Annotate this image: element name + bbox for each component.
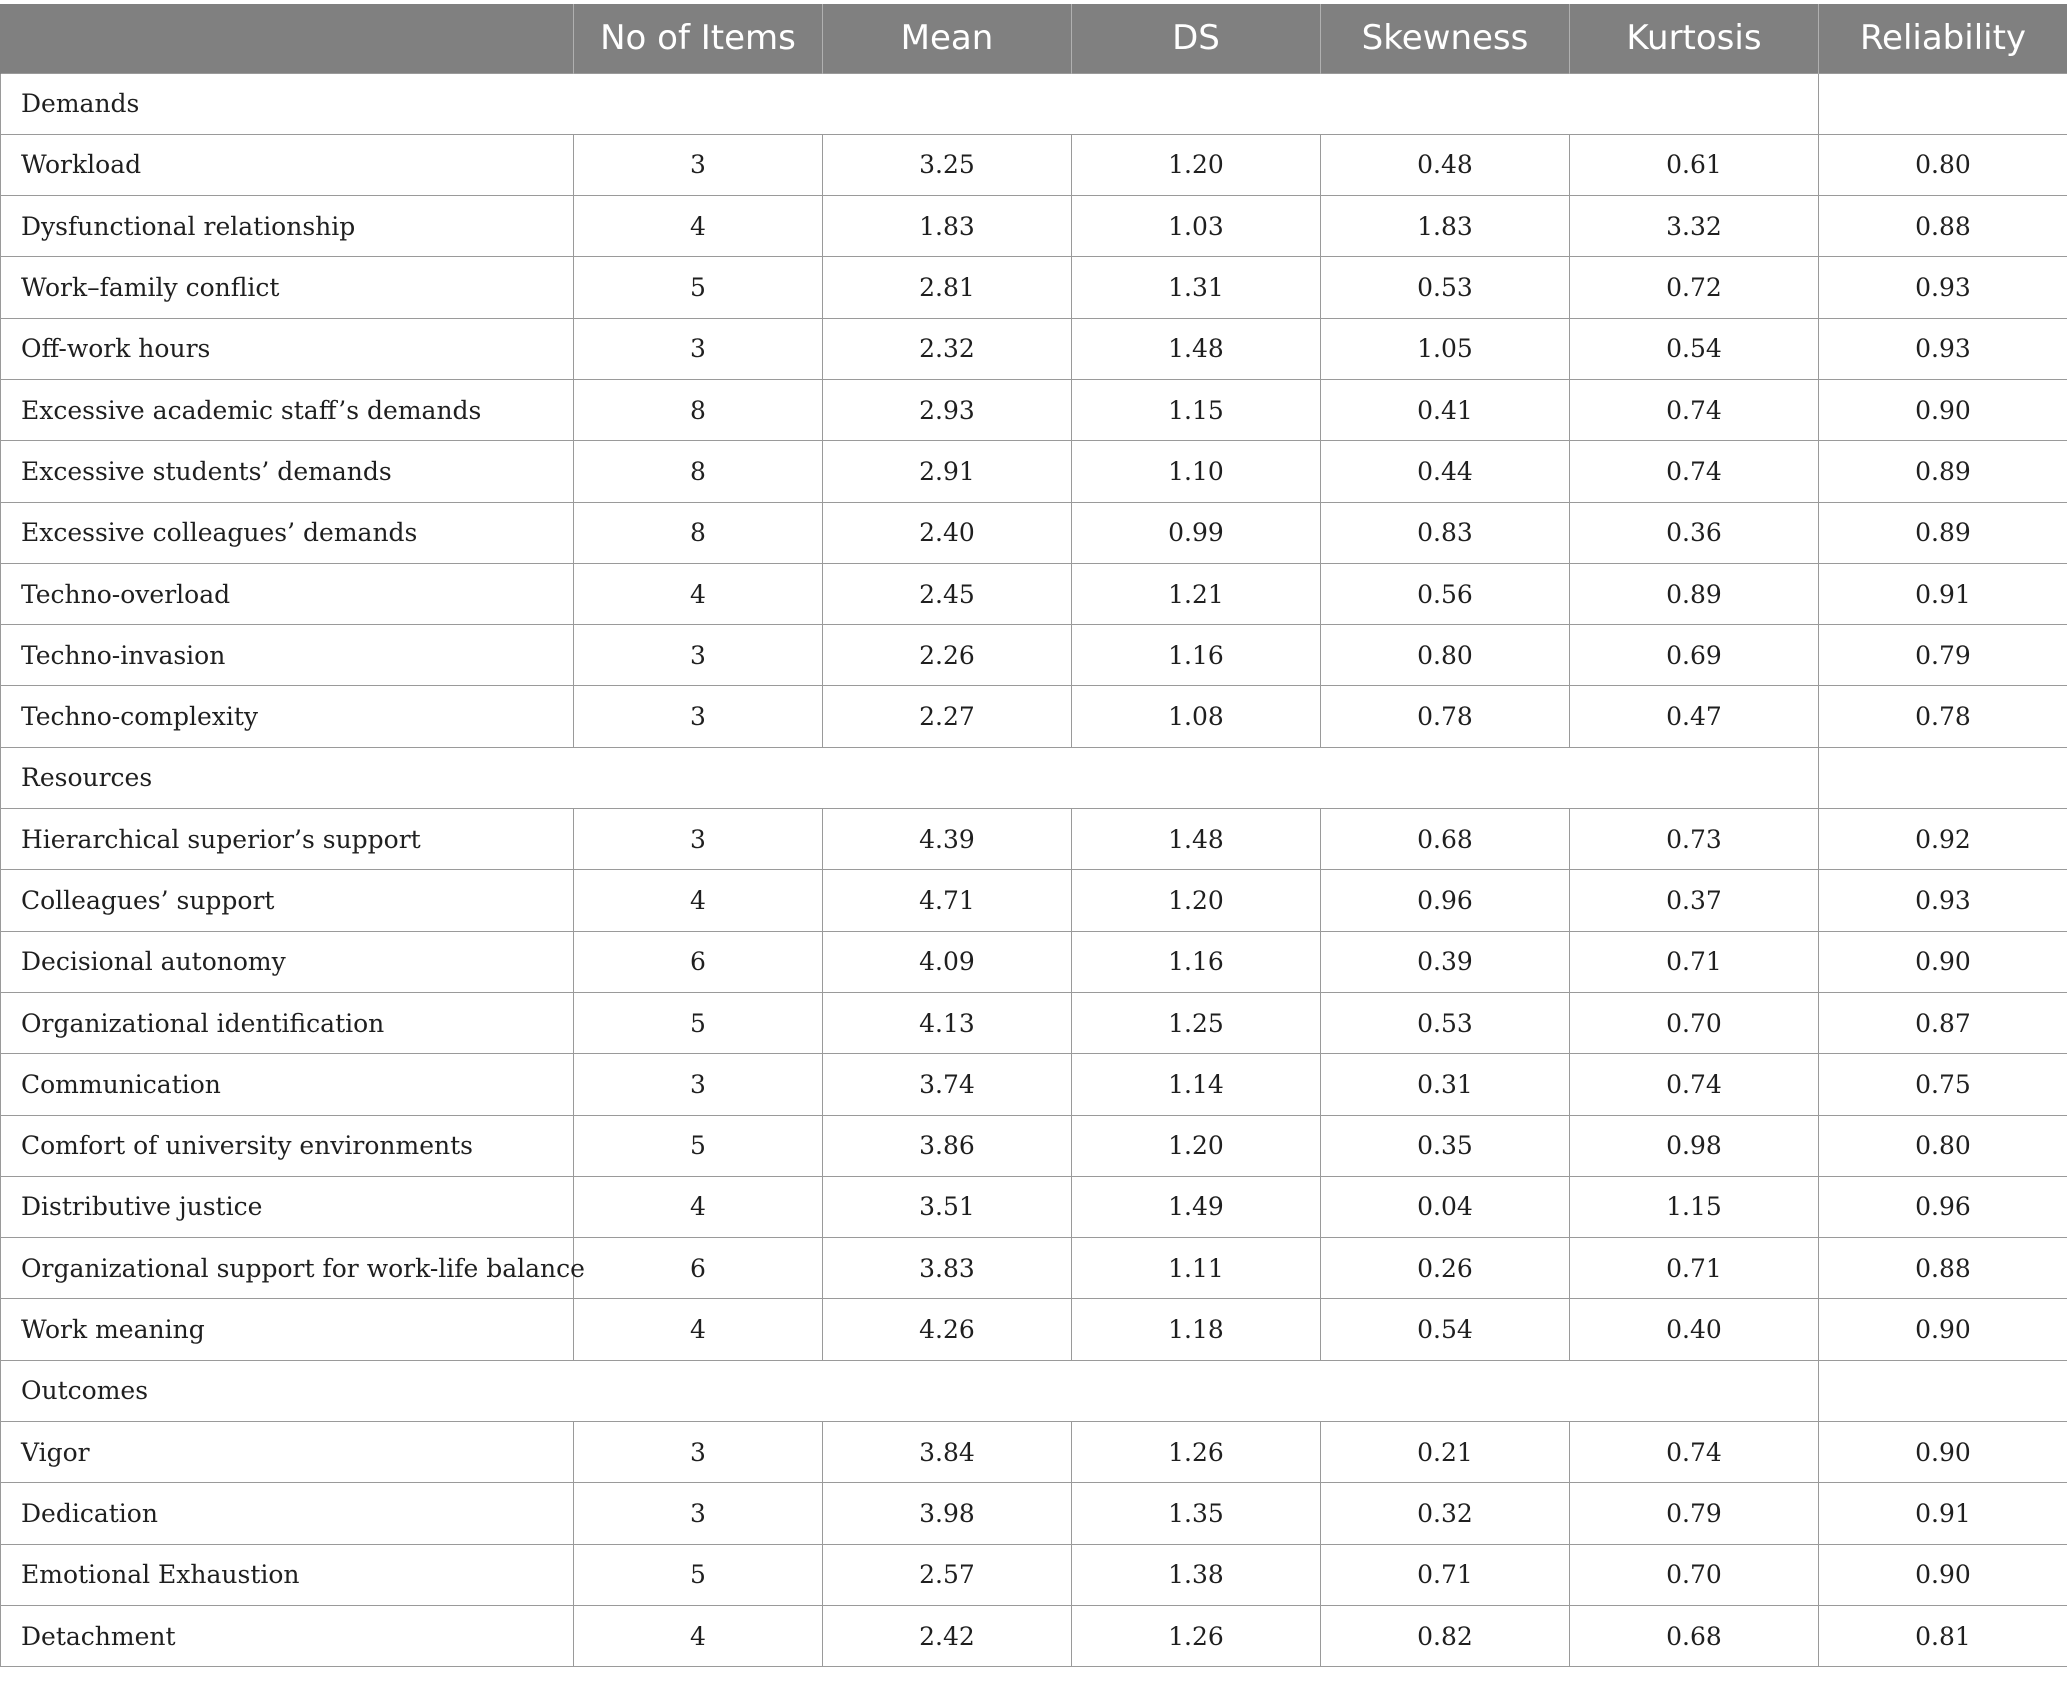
cell-no-of-items: 5 xyxy=(574,1544,823,1605)
cell-no-of-items: 4 xyxy=(574,870,823,931)
cell-ds: 1.03 xyxy=(1072,196,1321,257)
cell-reliability: 0.90 xyxy=(1819,1544,2067,1605)
cell-reliability: 0.89 xyxy=(1819,441,2067,502)
header-row xyxy=(1,4,2067,73)
table-row xyxy=(1,563,2067,624)
cell-kurtosis: 0.68 xyxy=(1570,1605,1819,1666)
table-row xyxy=(1,502,2067,563)
cell-reliability: 0.92 xyxy=(1819,809,2067,870)
cell-mean: 2.81 xyxy=(823,257,1072,318)
cell-variable: Hierarchical superior’s support xyxy=(1,809,574,870)
cell-kurtosis: 0.74 xyxy=(1570,1054,1819,1115)
cell-ds: 1.20 xyxy=(1072,1115,1321,1176)
cell-kurtosis: 0.40 xyxy=(1570,1299,1819,1360)
table-row xyxy=(1,1115,2067,1176)
cell-no-of-items: 8 xyxy=(574,441,823,502)
cell-variable: Decisional autonomy xyxy=(1,931,574,992)
table-row xyxy=(1,625,2067,686)
descriptive-statistics-table xyxy=(0,4,2067,1667)
cell-skewness: 0.41 xyxy=(1321,379,1570,440)
cell-no-of-items: 3 xyxy=(574,625,823,686)
cell-variable: Techno-overload xyxy=(1,563,574,624)
cell-variable: Comfort of university environments xyxy=(1,1115,574,1176)
cell-ds: 1.21 xyxy=(1072,563,1321,624)
cell-ds: 0.99 xyxy=(1072,502,1321,563)
cell-ds: 1.16 xyxy=(1072,625,1321,686)
cell-reliability: 0.96 xyxy=(1819,1176,2067,1237)
cell-variable: Work meaning xyxy=(1,1299,574,1360)
cell-kurtosis: 0.74 xyxy=(1570,441,1819,502)
cell-variable: Organizational support for work-life balance xyxy=(1,1238,574,1299)
cell-kurtosis: 0.36 xyxy=(1570,502,1819,563)
section-row xyxy=(1,73,2067,134)
cell-reliability: 0.90 xyxy=(1819,379,2067,440)
cell-kurtosis: 0.69 xyxy=(1570,625,1819,686)
cell-kurtosis: 0.37 xyxy=(1570,870,1819,931)
cell-reliability: 0.91 xyxy=(1819,1483,2067,1544)
cell-skewness: 0.53 xyxy=(1321,992,1570,1053)
cell-skewness: 0.26 xyxy=(1321,1238,1570,1299)
cell-mean: 2.42 xyxy=(823,1605,1072,1666)
cell-skewness: 0.21 xyxy=(1321,1422,1570,1483)
cell-mean: 3.51 xyxy=(823,1176,1072,1237)
cell-ds: 1.48 xyxy=(1072,318,1321,379)
cell-mean: 2.26 xyxy=(823,625,1072,686)
cell-no-of-items: 4 xyxy=(574,563,823,624)
cell-mean: 3.25 xyxy=(823,134,1072,195)
header-variable xyxy=(1,4,574,73)
cell-variable: Excessive academic staff’s demands xyxy=(1,379,574,440)
cell-reliability: 0.90 xyxy=(1819,1422,2067,1483)
cell-reliability: 0.93 xyxy=(1819,870,2067,931)
cell-skewness: 0.54 xyxy=(1321,1299,1570,1360)
cell-no-of-items: 3 xyxy=(574,1054,823,1115)
cell-variable: Work–family conflict xyxy=(1,257,574,318)
cell-no-of-items: 4 xyxy=(574,196,823,257)
cell-no-of-items: 3 xyxy=(574,809,823,870)
cell-skewness: 0.68 xyxy=(1321,809,1570,870)
cell-mean: 2.27 xyxy=(823,686,1072,747)
cell-skewness: 0.80 xyxy=(1321,625,1570,686)
cell-mean: 2.91 xyxy=(823,441,1072,502)
cell-mean: 1.83 xyxy=(823,196,1072,257)
cell-skewness: 0.96 xyxy=(1321,870,1570,931)
cell-skewness: 0.53 xyxy=(1321,257,1570,318)
cell-ds: 1.31 xyxy=(1072,257,1321,318)
cell-ds: 1.18 xyxy=(1072,1299,1321,1360)
cell-variable: Techno-invasion xyxy=(1,625,574,686)
table-row xyxy=(1,931,2067,992)
table-header xyxy=(1,4,2067,73)
cell-reliability: 0.80 xyxy=(1819,134,2067,195)
cell-mean: 2.57 xyxy=(823,1544,1072,1605)
cell-mean: 3.86 xyxy=(823,1115,1072,1176)
cell-reliability: 0.79 xyxy=(1819,625,2067,686)
header-mean: Mean xyxy=(823,4,1072,73)
cell-variable: Communication xyxy=(1,1054,574,1115)
cell-no-of-items: 6 xyxy=(574,931,823,992)
header-ds: DS xyxy=(1072,4,1321,73)
cell-mean: 2.40 xyxy=(823,502,1072,563)
cell-variable: Detachment xyxy=(1,1605,574,1666)
cell-skewness: 0.32 xyxy=(1321,1483,1570,1544)
cell-ds: 1.14 xyxy=(1072,1054,1321,1115)
cell-skewness: 1.83 xyxy=(1321,196,1570,257)
cell-mean: 2.45 xyxy=(823,563,1072,624)
table-row xyxy=(1,1054,2067,1115)
header-skewness: Skewness xyxy=(1321,4,1570,73)
cell-ds: 1.16 xyxy=(1072,931,1321,992)
cell-ds: 1.20 xyxy=(1072,134,1321,195)
cell-reliability: 0.87 xyxy=(1819,992,2067,1053)
cell-variable: Excessive colleagues’ demands xyxy=(1,502,574,563)
cell-kurtosis: 3.32 xyxy=(1570,196,1819,257)
cell-no-of-items: 8 xyxy=(574,502,823,563)
cell-ds: 1.25 xyxy=(1072,992,1321,1053)
cell-reliability: 0.80 xyxy=(1819,1115,2067,1176)
cell-mean: 2.32 xyxy=(823,318,1072,379)
table-row xyxy=(1,1238,2067,1299)
cell-mean: 3.98 xyxy=(823,1483,1072,1544)
cell-mean: 4.39 xyxy=(823,809,1072,870)
cell-kurtosis: 0.74 xyxy=(1570,1422,1819,1483)
cell-mean: 2.93 xyxy=(823,379,1072,440)
cell-ds: 1.11 xyxy=(1072,1238,1321,1299)
cell-reliability: 0.89 xyxy=(1819,502,2067,563)
cell-kurtosis: 0.98 xyxy=(1570,1115,1819,1176)
cell-skewness: 0.48 xyxy=(1321,134,1570,195)
section-row xyxy=(1,747,2067,808)
cell-no-of-items: 4 xyxy=(574,1299,823,1360)
cell-skewness: 1.05 xyxy=(1321,318,1570,379)
cell-variable: Distributive justice xyxy=(1,1176,574,1237)
cell-kurtosis: 0.74 xyxy=(1570,379,1819,440)
table-row xyxy=(1,1299,2067,1360)
cell-mean: 4.71 xyxy=(823,870,1072,931)
table-row xyxy=(1,1176,2067,1237)
cell-reliability: 0.88 xyxy=(1819,1238,2067,1299)
cell-skewness: 0.35 xyxy=(1321,1115,1570,1176)
cell-skewness: 0.71 xyxy=(1321,1544,1570,1605)
cell-ds: 1.15 xyxy=(1072,379,1321,440)
cell-reliability: 0.90 xyxy=(1819,931,2067,992)
cell-skewness: 0.44 xyxy=(1321,441,1570,502)
section-empty-cell xyxy=(1819,73,2067,134)
cell-variable: Organizational identification xyxy=(1,992,574,1053)
cell-no-of-items: 5 xyxy=(574,257,823,318)
cell-ds: 1.35 xyxy=(1072,1483,1321,1544)
cell-variable: Techno-complexity xyxy=(1,686,574,747)
cell-reliability: 0.88 xyxy=(1819,196,2067,257)
cell-reliability: 0.75 xyxy=(1819,1054,2067,1115)
cell-skewness: 0.39 xyxy=(1321,931,1570,992)
cell-ds: 1.38 xyxy=(1072,1544,1321,1605)
cell-skewness: 0.04 xyxy=(1321,1176,1570,1237)
cell-reliability: 0.78 xyxy=(1819,686,2067,747)
cell-variable: Workload xyxy=(1,134,574,195)
cell-no-of-items: 6 xyxy=(574,1238,823,1299)
cell-no-of-items: 3 xyxy=(574,1422,823,1483)
section-empty-cell xyxy=(1819,1360,2067,1421)
cell-mean: 3.83 xyxy=(823,1238,1072,1299)
cell-no-of-items: 5 xyxy=(574,1115,823,1176)
cell-no-of-items: 3 xyxy=(574,1483,823,1544)
cell-no-of-items: 3 xyxy=(574,318,823,379)
cell-variable: Off-work hours xyxy=(1,318,574,379)
cell-kurtosis: 0.79 xyxy=(1570,1483,1819,1544)
cell-skewness: 0.56 xyxy=(1321,563,1570,624)
cell-variable: Colleagues’ support xyxy=(1,870,574,931)
cell-ds: 1.26 xyxy=(1072,1605,1321,1666)
cell-no-of-items: 5 xyxy=(574,992,823,1053)
table-row xyxy=(1,1544,2067,1605)
cell-variable: Vigor xyxy=(1,1422,574,1483)
cell-variable: Excessive students’ demands xyxy=(1,441,574,502)
cell-no-of-items: 3 xyxy=(574,686,823,747)
table-row xyxy=(1,809,2067,870)
table-row xyxy=(1,870,2067,931)
cell-no-of-items: 4 xyxy=(574,1605,823,1666)
cell-ds: 1.08 xyxy=(1072,686,1321,747)
cell-kurtosis: 0.61 xyxy=(1570,134,1819,195)
section-row xyxy=(1,1360,2067,1421)
cell-skewness: 0.78 xyxy=(1321,686,1570,747)
cell-kurtosis: 0.71 xyxy=(1570,1238,1819,1299)
header-kurtosis: Kurtosis xyxy=(1570,4,1819,73)
section-title: Resources xyxy=(1,747,1819,808)
cell-kurtosis: 0.89 xyxy=(1570,563,1819,624)
table-row xyxy=(1,1605,2067,1666)
cell-reliability: 0.81 xyxy=(1819,1605,2067,1666)
cell-reliability: 0.91 xyxy=(1819,563,2067,624)
cell-ds: 1.49 xyxy=(1072,1176,1321,1237)
cell-ds: 1.10 xyxy=(1072,441,1321,502)
section-empty-cell xyxy=(1819,747,2067,808)
table-row xyxy=(1,379,2067,440)
table-row xyxy=(1,196,2067,257)
cell-kurtosis: 1.15 xyxy=(1570,1176,1819,1237)
cell-skewness: 0.31 xyxy=(1321,1054,1570,1115)
cell-no-of-items: 4 xyxy=(574,1176,823,1237)
cell-kurtosis: 0.47 xyxy=(1570,686,1819,747)
cell-mean: 3.74 xyxy=(823,1054,1072,1115)
table-row xyxy=(1,1422,2067,1483)
cell-mean: 4.09 xyxy=(823,931,1072,992)
table-row xyxy=(1,1483,2067,1544)
cell-skewness: 0.83 xyxy=(1321,502,1570,563)
header-reliability: Reliability xyxy=(1819,4,2067,73)
cell-kurtosis: 0.70 xyxy=(1570,992,1819,1053)
cell-kurtosis: 0.72 xyxy=(1570,257,1819,318)
cell-kurtosis: 0.54 xyxy=(1570,318,1819,379)
cell-reliability: 0.90 xyxy=(1819,1299,2067,1360)
cell-ds: 1.20 xyxy=(1072,870,1321,931)
table-row xyxy=(1,441,2067,502)
cell-mean: 4.26 xyxy=(823,1299,1072,1360)
cell-reliability: 0.93 xyxy=(1819,318,2067,379)
cell-ds: 1.48 xyxy=(1072,809,1321,870)
section-title: Demands xyxy=(1,73,1819,134)
cell-kurtosis: 0.70 xyxy=(1570,1544,1819,1605)
cell-no-of-items: 8 xyxy=(574,379,823,440)
cell-no-of-items: 3 xyxy=(574,134,823,195)
cell-kurtosis: 0.73 xyxy=(1570,809,1819,870)
table-row xyxy=(1,992,2067,1053)
cell-mean: 4.13 xyxy=(823,992,1072,1053)
table-row xyxy=(1,257,2067,318)
cell-ds: 1.26 xyxy=(1072,1422,1321,1483)
cell-skewness: 0.82 xyxy=(1321,1605,1570,1666)
cell-variable: Emotional Exhaustion xyxy=(1,1544,574,1605)
section-title: Outcomes xyxy=(1,1360,1819,1421)
cell-kurtosis: 0.71 xyxy=(1570,931,1819,992)
table-row xyxy=(1,134,2067,195)
table-row xyxy=(1,686,2067,747)
cell-variable: Dedication xyxy=(1,1483,574,1544)
header-no-of-items: No of Items xyxy=(574,4,823,73)
cell-mean: 3.84 xyxy=(823,1422,1072,1483)
table-row xyxy=(1,318,2067,379)
cell-reliability: 0.93 xyxy=(1819,257,2067,318)
table-body xyxy=(1,73,2067,1667)
cell-variable: Dysfunctional relationship xyxy=(1,196,574,257)
